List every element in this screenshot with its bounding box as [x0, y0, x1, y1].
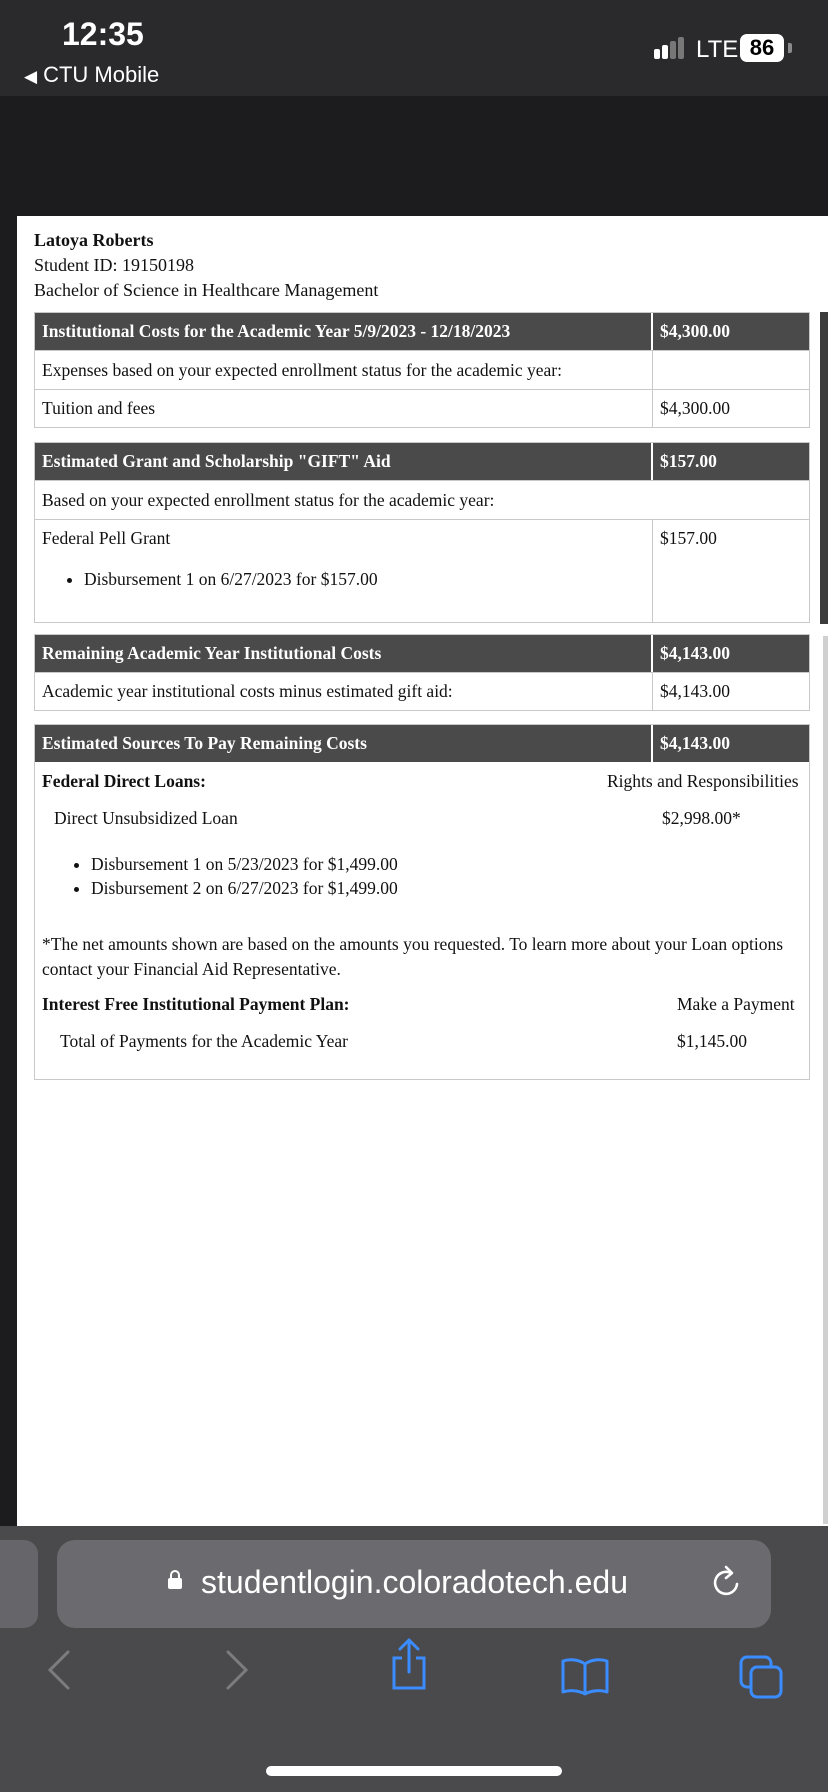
reload-icon[interactable] [709, 1562, 745, 1602]
remaining-header-amount: $4,143.00 [660, 643, 730, 663]
gift-note: Based on your expected enrollment status for the academic year: [42, 489, 495, 510]
previous-tab-preview[interactable] [0, 1540, 38, 1628]
rights-responsibilities-link[interactable]: Rights and Responsibilities [607, 771, 799, 791]
back-app-label: CTU Mobile [43, 62, 160, 87]
tabs-icon[interactable] [738, 1654, 784, 1700]
remaining-amount: $4,143.00 [660, 681, 730, 701]
lock-icon [167, 1570, 183, 1590]
status-time: 12:35 [62, 16, 144, 52]
student-id: Student ID: 19150198 [34, 255, 194, 275]
student-info [34, 228, 378, 303]
scrollbar-thumb[interactable] [820, 312, 828, 624]
back-triangle-icon: ◀ [24, 67, 38, 86]
gift-header: Estimated Grant and Scholarship "GIFT" Aid [35, 443, 653, 480]
back-to-app-button[interactable] [24, 62, 159, 88]
signal-icon [652, 37, 690, 59]
list-item: • Disbursement 2 on 6/27/2023 for $1,499.00 [91, 876, 398, 900]
institutional-costs-table [34, 312, 810, 428]
address-bar[interactable] [57, 1540, 771, 1628]
remaining-header: Remaining Academic Year Institutional Costs [35, 635, 653, 672]
loan-disbursement-list [35, 852, 398, 900]
pell-disbursement-list [42, 567, 378, 591]
sources-table [34, 724, 810, 1080]
book-icon[interactable] [560, 1656, 610, 1696]
institutional-header-amount: $4,300.00 [660, 321, 730, 341]
network-type: LTE [696, 36, 739, 63]
page-top-gap [0, 96, 828, 216]
remaining-label: Academic year institutional costs minus estimated gift aid: [35, 673, 653, 710]
chevron-left-icon[interactable] [44, 1648, 74, 1692]
loan-amount: $2,998.00* [662, 808, 741, 828]
chevron-right-icon[interactable] [222, 1648, 252, 1692]
total-payments-label: Total of Payments for the Academic Year [60, 1031, 348, 1051]
loan-footnote: *The net amounts shown are based on the amounts you requested. To learn more about your Loan options contact your Financial Aid Representative. [42, 934, 784, 979]
expenses-note: Expenses based on your expected enrollment status for the academic year: [35, 351, 653, 389]
gift-aid-table [34, 442, 810, 623]
payment-plan-title: Interest Free Institutional Payment Plan: [42, 994, 350, 1014]
share-icon[interactable] [388, 1636, 430, 1692]
url-text: studentlogin.coloradotech.edu [201, 1564, 628, 1600]
pell-grant-amount: $157.00 [660, 528, 717, 548]
sources-header-amount: $4,143.00 [660, 733, 730, 753]
status-bar [0, 0, 828, 96]
student-name: Latoya Roberts [34, 230, 154, 250]
loan-label: Direct Unsubsidized Loan [54, 808, 238, 828]
battery-icon: 86 [740, 34, 784, 62]
student-program: Bachelor of Science in Healthcare Management [34, 280, 379, 300]
loans-title: Federal Direct Loans: [42, 771, 206, 791]
remaining-costs-table [34, 634, 810, 711]
total-payments-amount: $1,145.00 [677, 1031, 747, 1051]
battery-nub [788, 43, 792, 53]
empty-cell [653, 351, 809, 389]
gift-header-amount: $157.00 [660, 451, 717, 471]
tuition-amount: $4,300.00 [660, 398, 730, 418]
web-page [17, 216, 828, 1526]
list-item: • Disbursement 1 on 6/27/2023 for $157.00 [84, 567, 378, 591]
sources-header: Estimated Sources To Pay Remaining Costs [35, 725, 653, 762]
pell-grant-label: Federal Pell Grant [42, 528, 171, 548]
home-indicator[interactable] [266, 1766, 562, 1776]
list-item: • Disbursement 1 on 5/23/2023 for $1,499.00 [91, 852, 398, 876]
tuition-label: Tuition and fees [35, 390, 653, 427]
make-payment-link[interactable]: Make a Payment [677, 994, 795, 1014]
scrollbar-track[interactable] [823, 636, 828, 1524]
institutional-header: Institutional Costs for the Academic Year 5/9/2023 - 12/18/2023 [35, 313, 653, 350]
